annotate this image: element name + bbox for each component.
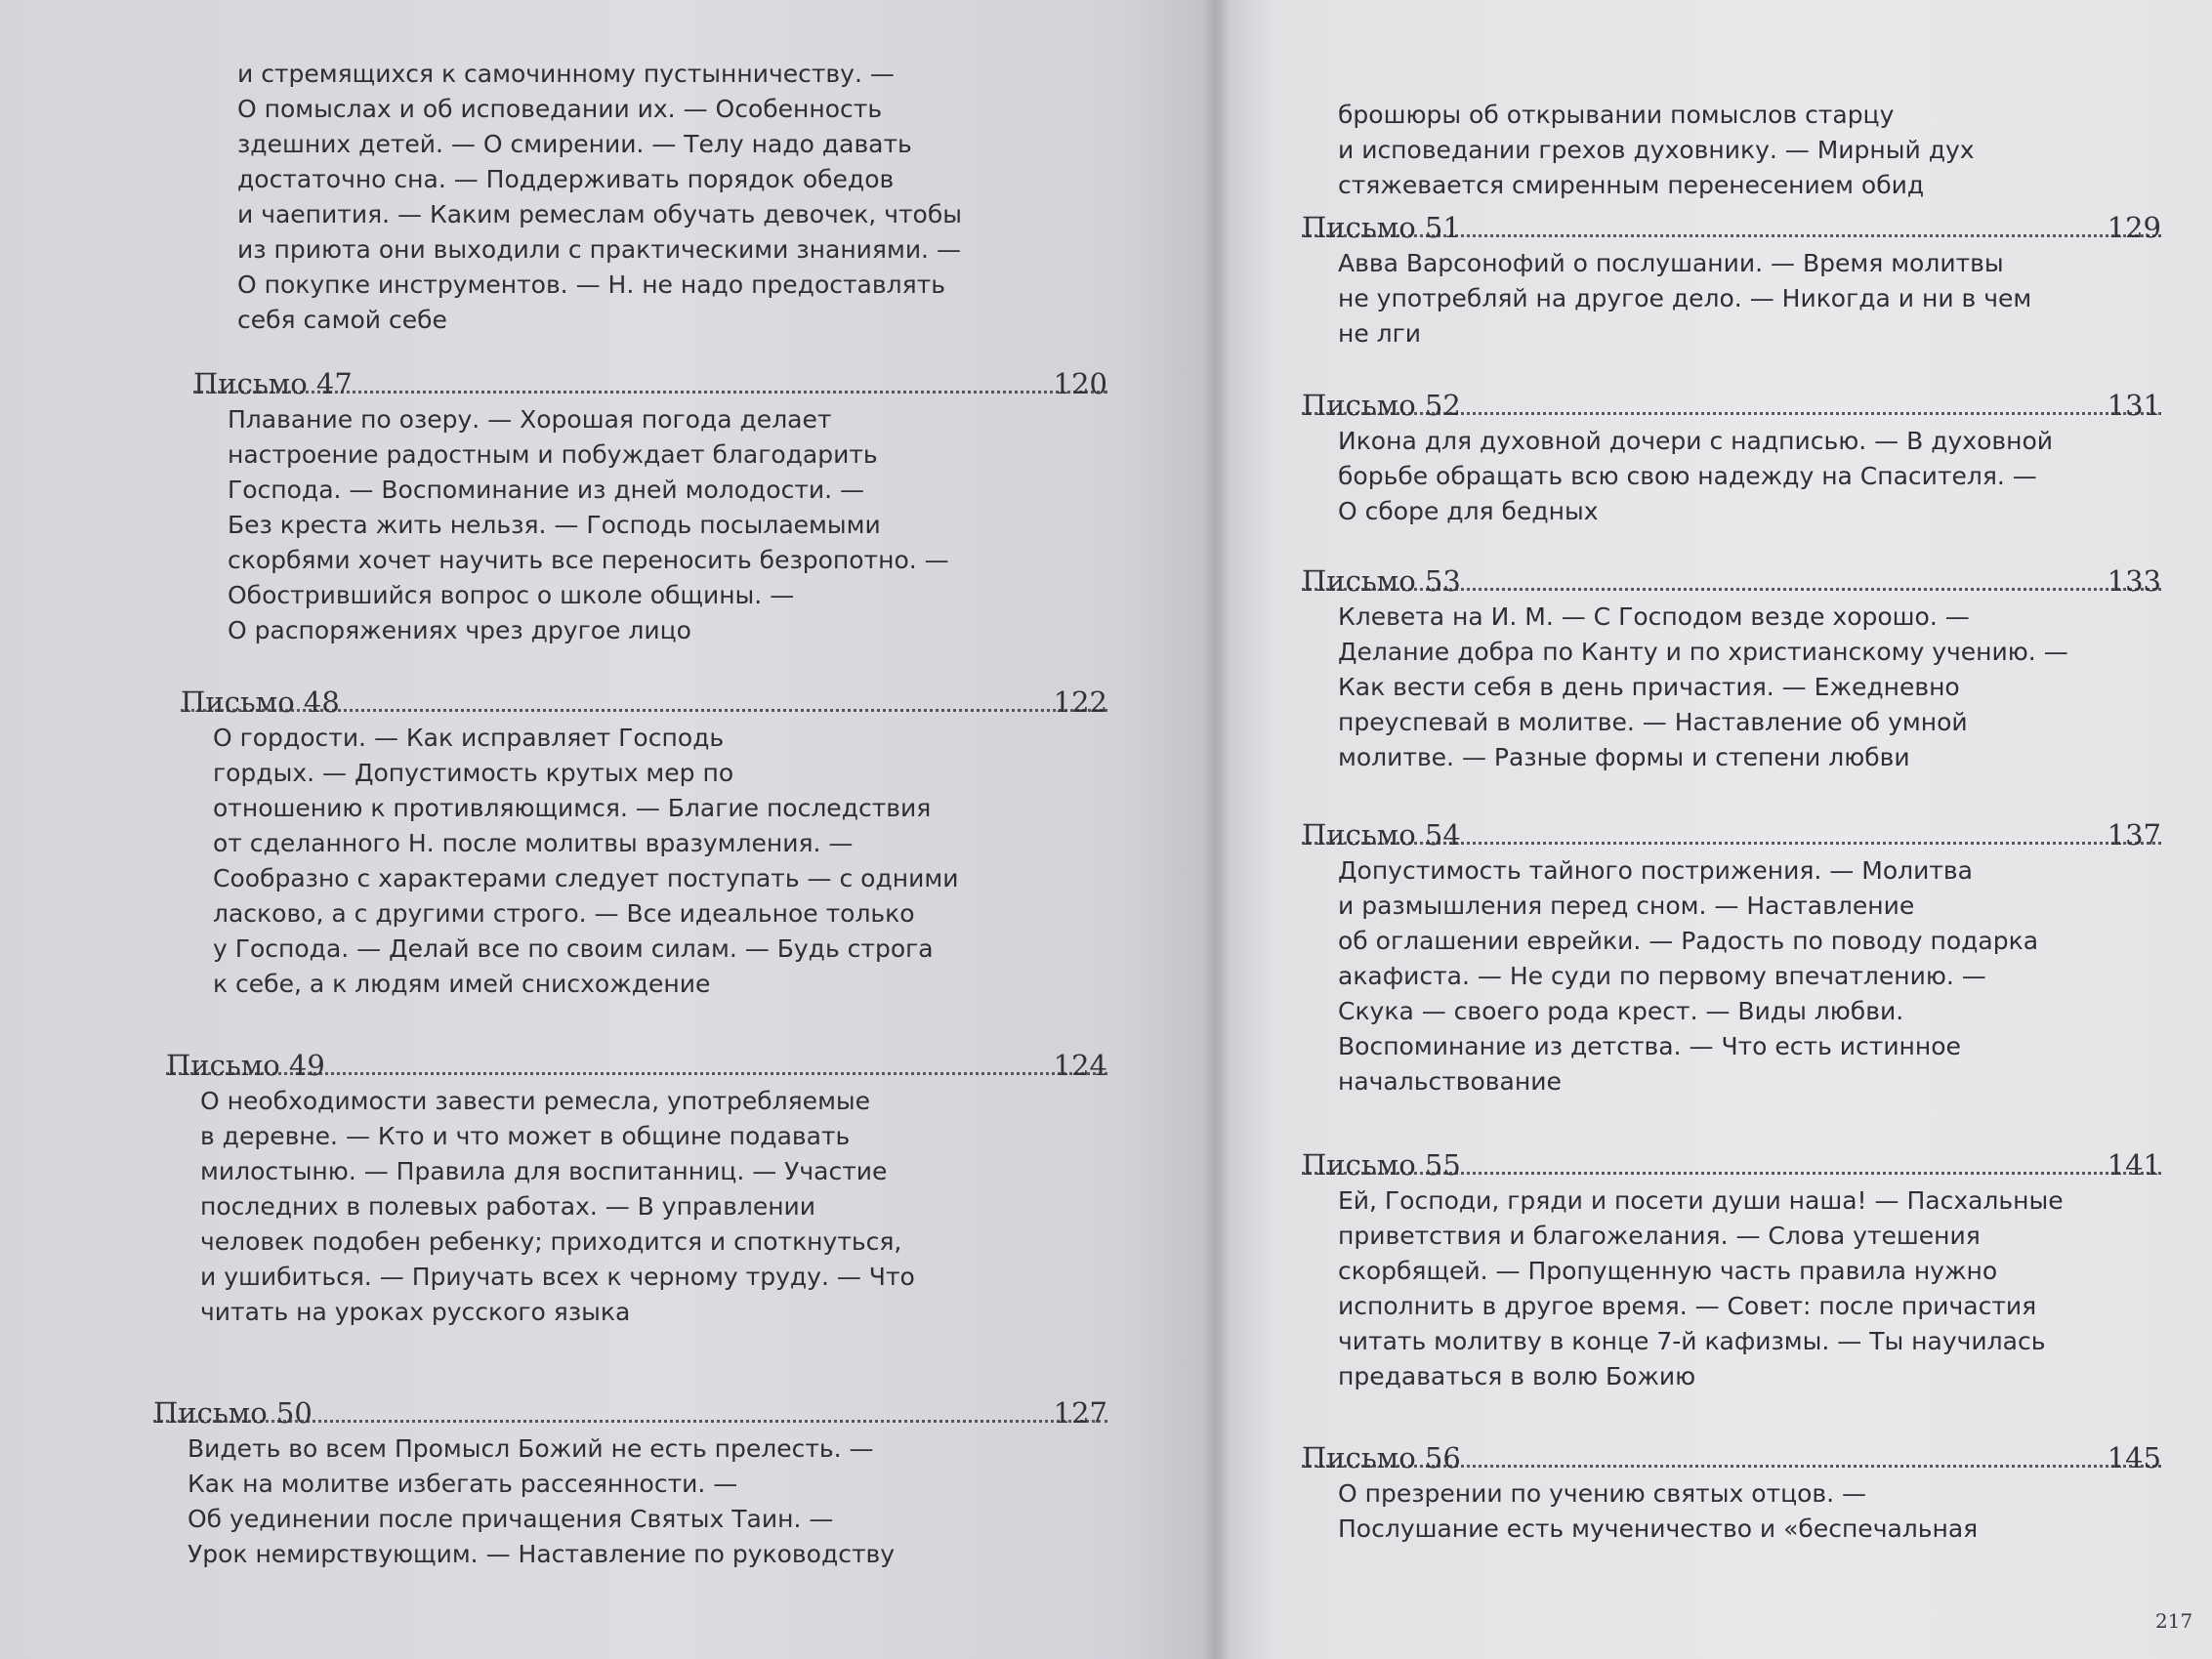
desc-line: Господа. — Воспоминание из дней молодости. — xyxy=(228,476,865,504)
desc-line: себя самой себе xyxy=(237,306,447,334)
toc-continuation-right xyxy=(1338,98,2100,203)
toc-description xyxy=(228,402,1107,648)
desc-line: борьбе обращать всю свою надежду на Спасителя. — xyxy=(1338,462,2037,490)
toc-description xyxy=(1338,98,2100,203)
desc-line: из приюта они выходили с практическими знаниями. — xyxy=(237,235,961,264)
desc-line: и размышления перед сном. — Наставление xyxy=(1338,892,1915,920)
toc-description xyxy=(1338,246,2161,352)
page-number: 131 xyxy=(2107,389,2161,422)
desc-line: последних в полевых работах. — В управлении xyxy=(200,1192,816,1221)
desc-line: приветствия и благожелания. — Слова утешения xyxy=(1338,1222,1981,1250)
toc-description xyxy=(200,1084,1107,1330)
desc-line: Икона для духовной дочери с надписью. — В духовной xyxy=(1338,427,2053,455)
desc-line: отношению к противляющимся. — Благие последствия xyxy=(213,794,932,822)
desc-line: Авва Варсонофий о послушании. — Время молитвы xyxy=(1338,249,2004,277)
desc-line: не лги xyxy=(1338,319,1422,348)
toc-description xyxy=(1338,1476,2161,1547)
toc-heading xyxy=(181,680,1107,721)
desc-line: О распоряжениях чрез другое лицо xyxy=(228,616,691,644)
desc-line: достаточно сна. — Поддерживать порядок обедов xyxy=(237,165,895,193)
letter-title: Письмо 51 xyxy=(1302,211,1461,244)
desc-line: предаваться в волю Божию xyxy=(1338,1362,1696,1390)
toc-entry-letter-54 xyxy=(1302,812,2161,1099)
desc-line: исполнить в другое время. — Совет: после причастия xyxy=(1338,1292,2037,1320)
desc-line: скорбящей. — Пропущенную часть правила нужно xyxy=(1338,1257,1998,1285)
desc-line: молитве. — Разные формы и степени любви xyxy=(1338,743,1910,771)
toc-entry-letter-49 xyxy=(166,1043,1107,1330)
desc-line: и чаепития. — Каким ремеслам обучать девочек, чтобы xyxy=(237,200,962,228)
desc-line: О необходимости завести ремесла, употребляемые xyxy=(200,1087,871,1115)
desc-line: в деревне. — Кто и что может в общине подавать xyxy=(200,1122,851,1150)
desc-line: стяжевается смиренным перенесением обид xyxy=(1338,171,1925,199)
desc-line: у Господа. — Делай все по своим силам. — Будь строга xyxy=(213,934,934,963)
desc-line: человек подобен ребенку; приходится и споткнуться, xyxy=(200,1227,902,1256)
desc-line: Как на молитве избегать рассеянности. — xyxy=(188,1470,738,1498)
desc-line: брошюры об открывании помыслов старцу xyxy=(1338,101,1895,129)
desc-line: О презрении по учению святых отцов. — xyxy=(1338,1479,1867,1508)
desc-line: от сделанного Н. после молитвы вразумления. — xyxy=(213,829,854,857)
letter-title: Письмо 47 xyxy=(193,367,353,400)
page-number: 145 xyxy=(2107,1441,2161,1474)
desc-line: и исповедании грехов духовнику. — Мирный дух xyxy=(1338,136,1975,164)
toc-entry-letter-52 xyxy=(1302,383,2161,529)
letter-title: Письмо 53 xyxy=(1302,564,1461,598)
toc-entry-letter-51 xyxy=(1302,205,2161,352)
toc-entry-letter-55 xyxy=(1302,1142,2161,1394)
page-number: 141 xyxy=(2107,1148,2161,1182)
desc-line: Послушание есть мученичество и «беспечальная xyxy=(1338,1514,1979,1543)
desc-line: читать молитву в конце 7-й кафизмы. — Ты научилась xyxy=(1338,1327,2046,1355)
letter-title: Письмо 50 xyxy=(153,1396,313,1430)
toc-entry-letter-50 xyxy=(153,1390,1107,1572)
toc-description xyxy=(237,57,980,338)
desc-line: гордых. — Допустимость крутых мер по xyxy=(213,759,734,787)
toc-heading xyxy=(166,1043,1107,1084)
toc-heading xyxy=(1302,559,2161,600)
desc-line: Видеть во всем Промысл Божий не есть прелесть. — xyxy=(188,1434,874,1463)
desc-line: настроение радостным и побуждает благодарить xyxy=(228,440,878,469)
toc-description xyxy=(1338,600,2161,775)
toc-heading xyxy=(1302,1142,2161,1183)
desc-line: и стремящихся к самочинному пустынничеству. — xyxy=(237,60,895,88)
desc-line: Клевета на И. М. — С Господом везде хорошо. — xyxy=(1338,602,1970,631)
toc-heading xyxy=(153,1390,1107,1431)
page-number: 133 xyxy=(2107,564,2161,598)
book-gutter-shadow xyxy=(1203,0,1231,1659)
page-number: 127 xyxy=(1053,1396,1107,1430)
page-number: 122 xyxy=(1053,685,1107,719)
desc-line: Сообразно с характерами следует поступать — с одними xyxy=(213,864,959,892)
desc-line: Плавание по озеру. — Хорошая погода делает xyxy=(228,405,832,434)
toc-entry-letter-48 xyxy=(181,680,1107,1002)
letter-title: Письмо 48 xyxy=(181,685,340,719)
right-page xyxy=(1216,0,2212,1659)
desc-line: ласково, а с другими строго. — Все идеальное только xyxy=(213,899,915,928)
letter-title: Письмо 55 xyxy=(1302,1148,1461,1182)
toc-heading xyxy=(193,361,1107,402)
desc-line: Ей, Господи, гряди и посети души наша! — Пасхальные xyxy=(1338,1186,2064,1215)
toc-entry-letter-53 xyxy=(1302,559,2161,775)
toc-continuation-left xyxy=(237,57,980,338)
desc-line: начальствование xyxy=(1338,1067,1562,1096)
toc-heading xyxy=(1302,205,2161,246)
letter-title: Письмо 54 xyxy=(1302,818,1461,851)
toc-heading xyxy=(1302,1435,2161,1476)
desc-line: Делание добра по Канту и по христианскому учению. — xyxy=(1338,638,2068,666)
desc-line: О помыслах и об исповедании их. — Особенность xyxy=(237,95,883,123)
page-number: 120 xyxy=(1053,367,1107,400)
desc-line: О гордости. — Как исправляет Господь xyxy=(213,724,725,752)
desc-line: и ушибиться. — Приучать всех к черному труду. — Что xyxy=(200,1263,915,1291)
desc-line: не употребляй на другое дело. — Никогда и ни в чем xyxy=(1338,284,2032,312)
toc-description xyxy=(1338,424,2161,529)
desc-line: Как вести себя в день причастия. — Ежедневно xyxy=(1338,673,1960,701)
desc-line: О покупке инструментов. — Н. не надо предоставлять xyxy=(237,270,945,299)
toc-heading xyxy=(1302,812,2161,853)
desc-line: милостыню. — Правила для воспитанниц. — Участие xyxy=(200,1157,888,1185)
page-number: 129 xyxy=(2107,211,2161,244)
desc-line: преуспевай в молитве. — Наставление об умной xyxy=(1338,708,1968,736)
toc-description xyxy=(213,721,1107,1002)
desc-line: Воспоминание из детства. — Что есть истинное xyxy=(1338,1032,1961,1060)
desc-line: Об уединении после причащения Святых Таин. — xyxy=(188,1505,834,1533)
desc-line: скорбями хочет научить все переносить безропотно. — xyxy=(228,546,949,574)
desc-line: Допустимость тайного пострижения. — Молитва xyxy=(1338,856,1973,885)
desc-line: Без креста жить нельзя. — Господь посылаемыми xyxy=(228,511,881,539)
toc-description xyxy=(1338,1183,2161,1394)
toc-entry-letter-47 xyxy=(193,361,1107,648)
desc-line: к себе, а к людям имей снисхождение xyxy=(213,970,711,998)
desc-line: об оглашении еврейки. — Радость по поводу подарка xyxy=(1338,927,2039,955)
page-folio-number: 217 xyxy=(2155,1609,2193,1633)
desc-line: читать на уроках русского языка xyxy=(200,1298,631,1326)
letter-title: Письмо 56 xyxy=(1302,1441,1461,1474)
toc-heading xyxy=(1302,383,2161,424)
letter-title: Письмо 49 xyxy=(166,1049,325,1082)
desc-line: Обострившийся вопрос о школе общины. — xyxy=(228,581,795,609)
toc-entry-letter-56 xyxy=(1302,1435,2161,1547)
desc-line: О сборе для бедных xyxy=(1338,497,1599,525)
desc-line: здешних детей. — О смирении. — Телу надо давать xyxy=(237,130,912,158)
desc-line: акафиста. — Не суди по первому впечатлению. — xyxy=(1338,962,1986,990)
toc-description xyxy=(1338,853,2161,1099)
desc-line: Урок немирствующим. — Наставление по руководству xyxy=(188,1540,896,1568)
page-number: 124 xyxy=(1053,1049,1107,1082)
letter-title: Письмо 52 xyxy=(1302,389,1461,422)
toc-description xyxy=(188,1431,1107,1572)
page-number: 137 xyxy=(2107,818,2161,851)
desc-line: Скука — своего рода крест. — Виды любви. xyxy=(1338,997,1904,1025)
